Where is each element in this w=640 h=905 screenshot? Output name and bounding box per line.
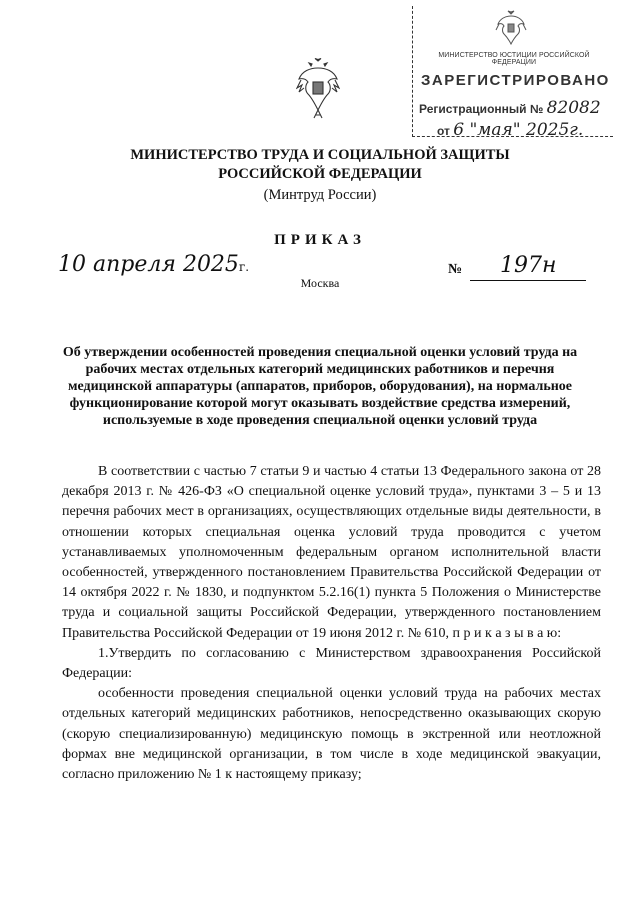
document-title: Об утверждении особенностей проведения специальной оценки условий труда на рабочих местах отдельных категорий медицинских работников и перечня медицинской аппаратуры (аппаратов, приборов, оборудования), на нормальное функционирование которой могут оказывать воздействие средства измерений, используемые в ходе проведения специальной оценки условий труда (62, 345, 578, 428)
stamp-registration-number-row (419, 98, 615, 118)
stamp-date-prefix: от (437, 124, 450, 138)
order-city: Москва (300, 276, 340, 290)
coat-of-arms-icon (296, 58, 340, 120)
ministry-name-line1: МИНИСТЕРСТВО ТРУДА И СОЦИАЛЬНОЙ ЗАЩИТЫ (130, 147, 510, 163)
order-date-suffix: г. (238, 260, 250, 274)
stamp-reg-label: Регистрационный № (419, 102, 544, 116)
ministry-name-line2: РОССИЙСКОЙ ФЕДЕРАЦИИ (218, 166, 422, 182)
document-body (62, 462, 601, 785)
order-number: 197н (500, 253, 557, 278)
order-heading: ПРИКАЗ (274, 232, 366, 248)
stamp-registered-label: ЗАРЕГИСТРИРОВАНО (421, 72, 610, 89)
order-number-underline (470, 280, 586, 281)
ministry-short-name: (Минтруд России) (263, 187, 377, 203)
paragraph-item-1-text: особенности проведения специальной оценки условий труда на рабочих местах отдельных категорий медицинских работников, непосредственно оказывающих скорую (скорую специализированную) медицинскую помощь в экстренной или неотложной формах вне медицинской организации, в том числе в ходе медицинской эвакуации, согласно приложению № 1 к настоящему приказу; (62, 686, 601, 783)
stamp-date-value: 6 "мая" 2025г. (453, 120, 584, 140)
paragraph-item-1: 1.Утвердить по согласованию с Министерством здравоохранения Российской Федерации: (62, 645, 601, 682)
registration-stamp (412, 6, 613, 140)
stamp-ministry-name: МИНИСТЕРСТВО ЮСТИЦИИ РОССИЙСКОЙ ФЕДЕРАЦИИ (438, 52, 590, 66)
ministry-name (100, 146, 540, 184)
coat-of-arms-icon (495, 10, 527, 46)
stamp-date-row (437, 120, 613, 140)
order-date (58, 252, 249, 277)
paragraph-preamble: В соответствии с частью 7 статьи 9 и частью 4 статьи 13 Федерального закона от 28 декабря 2013 г. № 426-ФЗ «О специальной оценке условий труда», пунктами 3 – 5 и 13 перечня рабочих мест в организациях, осуществляющих отдельные виды деятельности, в отношении которых специальная оценка условий труда проводится с учетом устанавливаемых уполномоченным федеральным органом исполнительной власти особенностей, утвержденного постановлением Правительства Российской Федерации от 14 октября 2022 г. № 1830, и подпунктом 5.2.16(1) пункта 5 Положения о Министерстве труда и социальной защиты Российской Федерации, утвержденного постановлением Правительства Российской Федерации от 19 июня 2012 г. № 610, п р и к а з ы в а ю: (62, 464, 601, 641)
order-date-value: 10 апреля 2025 (58, 252, 239, 277)
order-number-label: № (448, 262, 463, 277)
stamp-reg-number: 82082 (546, 98, 601, 118)
